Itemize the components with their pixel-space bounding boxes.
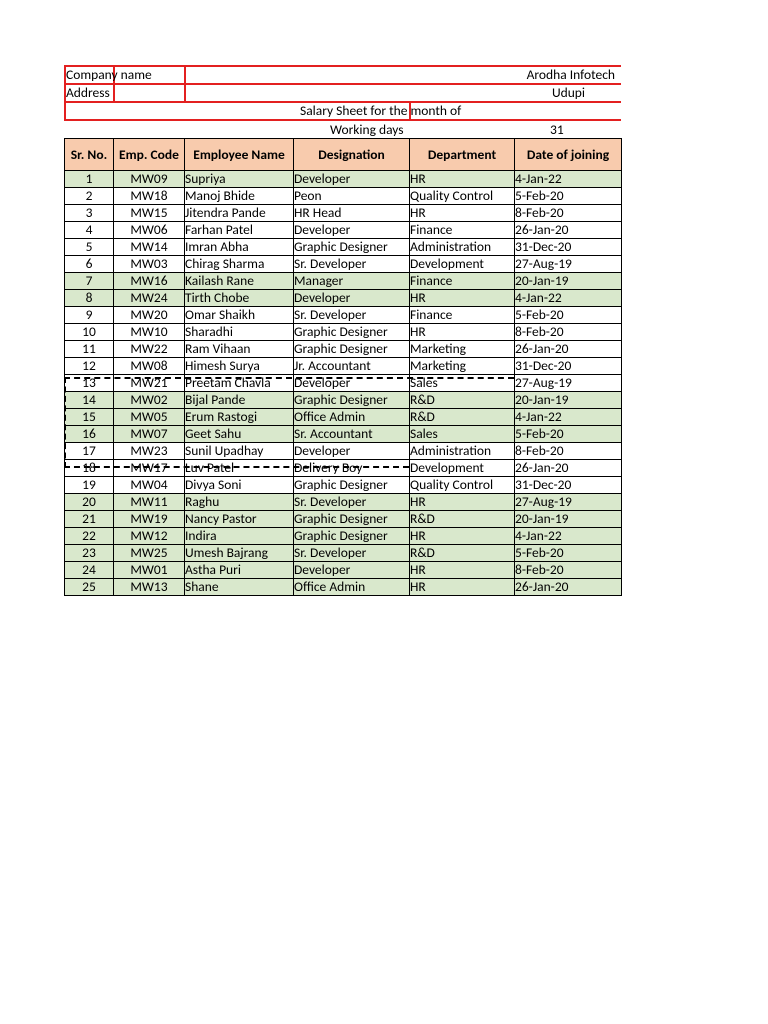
cell-sr-no[interactable]: 11	[65, 341, 114, 358]
cell-designation[interactable]: Delivery Boy	[294, 460, 410, 477]
cell-employee-name[interactable]: Erum Rastogi	[185, 409, 294, 426]
cell-designation[interactable]: Graphic Designer	[294, 528, 410, 545]
cell-emp-code[interactable]: MW09	[114, 171, 185, 188]
cell-designation[interactable]: Office Admin	[294, 579, 410, 596]
working-days-label: Working days	[330, 121, 404, 138]
cell-date-of-joining[interactable]: 4-Jan-22	[515, 290, 622, 307]
cell-department[interactable]: Quality Control	[410, 188, 515, 205]
table-row	[65, 579, 622, 596]
selection-marquee-left	[64, 377, 66, 468]
cell-date-of-joining[interactable]: 27-Aug-19	[515, 256, 622, 273]
cell-sr-no[interactable]: 5	[65, 239, 114, 256]
column-header-sr-no: Sr. No.	[65, 139, 114, 171]
cell-emp-code[interactable]: MW11	[114, 494, 185, 511]
column-header-date-of-joining: Date of joining	[515, 139, 622, 171]
cell-sr-no[interactable]: 16	[65, 426, 114, 443]
cell-sr-no[interactable]: 22	[65, 528, 114, 545]
cell-emp-code[interactable]: MW23	[114, 443, 185, 460]
table-row	[65, 562, 622, 579]
company-name-label: Company name	[66, 66, 152, 83]
table-row	[65, 426, 622, 443]
cell-designation[interactable]: Jr. Accountant	[294, 358, 410, 375]
cell-designation[interactable]: Graphic Designer	[294, 324, 410, 341]
cell-sr-no[interactable]: 19	[65, 477, 114, 494]
cell-sr-no[interactable]: 10	[65, 324, 114, 341]
table-row	[65, 545, 622, 562]
cell-employee-name[interactable]: Umesh Bajrang	[185, 545, 294, 562]
cell-emp-code[interactable]: MW04	[114, 477, 185, 494]
cell-emp-code[interactable]: MW06	[114, 222, 185, 239]
cell-department[interactable]: HR	[410, 205, 515, 222]
cell-employee-name[interactable]: Geet Sahu	[185, 426, 294, 443]
table-row	[65, 188, 622, 205]
cell-employee-name[interactable]: Raghu	[185, 494, 294, 511]
cell-employee-name[interactable]: Farhan Patel	[185, 222, 294, 239]
cell-department[interactable]: Sales	[410, 426, 515, 443]
cell-date-of-joining[interactable]: 5-Feb-20	[515, 545, 622, 562]
cell-emp-code[interactable]: MW13	[114, 579, 185, 596]
cell-designation[interactable]: Office Admin	[294, 409, 410, 426]
cell-department[interactable]: Marketing	[410, 358, 515, 375]
cell-sr-no[interactable]: 3	[65, 205, 114, 222]
cell-designation[interactable]: Sr. Developer	[294, 307, 410, 324]
cell-employee-name[interactable]: Astha Puri	[185, 562, 294, 579]
cell-employee-name[interactable]: Divya Soni	[185, 477, 294, 494]
salary-sheet-title: Salary Sheet for the month of	[300, 102, 462, 119]
cell-designation[interactable]: Developer	[294, 562, 410, 579]
cell-employee-name[interactable]: Manoj Bhide	[185, 188, 294, 205]
cell-emp-code[interactable]: MW18	[114, 188, 185, 205]
cell-department[interactable]: HR	[410, 290, 515, 307]
cell-date-of-joining[interactable]: 26-Jan-20	[515, 460, 622, 477]
column-header-designation: Designation	[294, 139, 410, 171]
cell-emp-code[interactable]: MW12	[114, 528, 185, 545]
cell-sr-no[interactable]: 25	[65, 579, 114, 596]
cell-emp-code[interactable]: MW21	[114, 375, 185, 392]
table-row	[65, 205, 622, 222]
table-row	[65, 222, 622, 239]
cell-designation[interactable]: Peon	[294, 188, 410, 205]
cell-designation[interactable]: Sr. Developer	[294, 256, 410, 273]
cell-date-of-joining[interactable]: 27-Aug-19	[515, 494, 622, 511]
cell-emp-code[interactable]: MW19	[114, 511, 185, 528]
cell-department[interactable]: Marketing	[410, 341, 515, 358]
address-value: Udupi	[551, 84, 585, 101]
cell-sr-no[interactable]: 6	[65, 256, 114, 273]
cell-department[interactable]: HR	[410, 528, 515, 545]
table-row	[65, 528, 622, 545]
cell-sr-no[interactable]: 7	[65, 273, 114, 290]
cell-employee-name[interactable]: Indira	[185, 528, 294, 545]
cell-date-of-joining[interactable]: 8-Feb-20	[515, 443, 622, 460]
cell-designation[interactable]: Graphic Designer	[294, 511, 410, 528]
cell-date-of-joining[interactable]: 4-Jan-22	[515, 528, 622, 545]
cell-employee-name[interactable]: Shane	[185, 579, 294, 596]
cell-department[interactable]: Development	[410, 256, 515, 273]
cell-employee-name[interactable]: Bijal Pande	[185, 392, 294, 409]
cell-designation[interactable]: Manager	[294, 273, 410, 290]
table-row	[65, 477, 622, 494]
cell-sr-no[interactable]: 4	[65, 222, 114, 239]
cell-sr-no[interactable]: 14	[65, 392, 114, 409]
cell-department[interactable]: HR	[410, 324, 515, 341]
cell-date-of-joining[interactable]: 5-Feb-20	[515, 426, 622, 443]
cell-employee-name[interactable]: Nancy Pastor	[185, 511, 294, 528]
cell-employee-name[interactable]: Himesh Surya	[185, 358, 294, 375]
table-row	[65, 307, 622, 324]
cell-department[interactable]: HR	[410, 171, 515, 188]
table-row	[65, 324, 622, 341]
cell-designation[interactable]: Sr. Developer	[294, 545, 410, 562]
cell-department[interactable]: Finance	[410, 307, 515, 324]
cell-designation[interactable]: Developer	[294, 222, 410, 239]
cell-date-of-joining[interactable]: 8-Feb-20	[515, 205, 622, 222]
table-row	[65, 358, 622, 375]
cell-date-of-joining[interactable]: 5-Feb-20	[515, 307, 622, 324]
cell-employee-name[interactable]: Kailash Rane	[185, 273, 294, 290]
cell-department[interactable]: R&D	[410, 392, 515, 409]
cell-department[interactable]: R&D	[410, 409, 515, 426]
cell-employee-name[interactable]: Sunil Upadhay	[185, 443, 294, 460]
cell-emp-code[interactable]: MW16	[114, 273, 185, 290]
cell-department[interactable]: Administration	[410, 239, 515, 256]
table-row	[65, 443, 622, 460]
cell-department[interactable]: HR	[410, 562, 515, 579]
cell-sr-no[interactable]: 12	[65, 358, 114, 375]
cell-date-of-joining[interactable]: 26-Jan-20	[515, 341, 622, 358]
cell-emp-code[interactable]: MW03	[114, 256, 185, 273]
cell-department[interactable]: HR	[410, 494, 515, 511]
salary-sheet	[64, 65, 621, 596]
cell-department[interactable]: Finance	[410, 222, 515, 239]
cell-date-of-joining[interactable]: 26-Jan-20	[515, 222, 622, 239]
cell-sr-no[interactable]: 2	[65, 188, 114, 205]
address-label: Address	[66, 84, 110, 101]
table-row	[65, 494, 622, 511]
cell-date-of-joining[interactable]: 31-Dec-20	[515, 477, 622, 494]
cell-emp-code[interactable]: MW07	[114, 426, 185, 443]
cell-department[interactable]: Administration	[410, 443, 515, 460]
cell-designation[interactable]: Graphic Designer	[294, 239, 410, 256]
table-row	[65, 273, 622, 290]
cell-employee-name[interactable]: Supriya	[185, 171, 294, 188]
cell-date-of-joining[interactable]: 4-Jan-22	[515, 171, 622, 188]
cell-emp-code[interactable]: MW25	[114, 545, 185, 562]
cell-sr-no[interactable]: 20	[65, 494, 114, 511]
cell-employee-name[interactable]: Jitendra Pande	[185, 205, 294, 222]
table-row	[65, 511, 622, 528]
cell-date-of-joining[interactable]: 27-Aug-19	[515, 375, 622, 392]
cell-designation[interactable]: Developer	[294, 171, 410, 188]
cell-sr-no[interactable]: 24	[65, 562, 114, 579]
company-name-value: Arodha Infotech	[526, 66, 615, 83]
cell-sr-no[interactable]: 17	[65, 443, 114, 460]
cell-sr-no[interactable]: 18	[65, 460, 114, 477]
column-header-emp-code: Emp. Code	[114, 139, 185, 171]
cell-designation[interactable]: Developer	[294, 443, 410, 460]
cell-employee-name[interactable]: Chirag Sharma	[185, 256, 294, 273]
table-row	[65, 409, 622, 426]
cell-designation[interactable]: Developer	[294, 290, 410, 307]
cell-date-of-joining[interactable]: 4-Jan-22	[515, 409, 622, 426]
table-header-row	[65, 139, 622, 171]
cell-designation[interactable]: Graphic Designer	[294, 341, 410, 358]
table-row	[65, 341, 622, 358]
cell-sr-no[interactable]: 8	[65, 290, 114, 307]
cell-date-of-joining[interactable]: 8-Feb-20	[515, 562, 622, 579]
cell-employee-name[interactable]: Luv Patel	[185, 460, 294, 477]
cell-emp-code[interactable]: MW22	[114, 341, 185, 358]
cell-department[interactable]: R&D	[410, 511, 515, 528]
cell-department[interactable]: R&D	[410, 545, 515, 562]
cell-employee-name[interactable]: Omar Shaikh	[185, 307, 294, 324]
cell-employee-name[interactable]: Tirth Chobe	[185, 290, 294, 307]
cell-sr-no[interactable]: 23	[65, 545, 114, 562]
cell-emp-code[interactable]: MW02	[114, 392, 185, 409]
cell-date-of-joining[interactable]: 31-Dec-20	[515, 239, 622, 256]
cell-department[interactable]: HR	[410, 579, 515, 596]
cell-emp-code[interactable]: MW15	[114, 205, 185, 222]
selection-marquee-top	[64, 377, 514, 379]
cell-employee-name[interactable]: Sharadhi	[185, 324, 294, 341]
cell-date-of-joining[interactable]: 8-Feb-20	[515, 324, 622, 341]
cell-designation[interactable]: Graphic Designer	[294, 392, 410, 409]
cell-sr-no[interactable]: 15	[65, 409, 114, 426]
cell-sr-no[interactable]: 21	[65, 511, 114, 528]
column-header-department: Department	[410, 139, 515, 171]
cell-department[interactable]: Quality Control	[410, 477, 515, 494]
working-days-value: 31	[550, 121, 564, 138]
cell-emp-code[interactable]: MW24	[114, 290, 185, 307]
table-row	[65, 290, 622, 307]
selection-marquee-bottom	[64, 466, 409, 468]
cell-sr-no[interactable]: 13	[65, 375, 114, 392]
cell-emp-code[interactable]: MW17	[114, 460, 185, 477]
table-row	[65, 171, 622, 188]
cell-sr-no[interactable]: 1	[65, 171, 114, 188]
cell-designation[interactable]: Graphic Designer	[294, 477, 410, 494]
cell-designation[interactable]: Developer	[294, 375, 410, 392]
cell-employee-name[interactable]: Preetam Chavla	[185, 375, 294, 392]
cell-date-of-joining[interactable]: 20-Jan-19	[515, 392, 622, 409]
cell-emp-code[interactable]: MW08	[114, 358, 185, 375]
cell-date-of-joining[interactable]: 20-Jan-19	[515, 273, 622, 290]
cell-date-of-joining[interactable]: 5-Feb-20	[515, 188, 622, 205]
sheet-header	[64, 65, 621, 138]
table-row	[65, 239, 622, 256]
cell-emp-code[interactable]: MW01	[114, 562, 185, 579]
table-row	[65, 460, 622, 477]
table-row	[65, 256, 622, 273]
table-row	[65, 392, 622, 409]
cell-department[interactable]: Finance	[410, 273, 515, 290]
cell-date-of-joining[interactable]: 31-Dec-20	[515, 358, 622, 375]
employee-table	[64, 138, 622, 596]
cell-emp-code[interactable]: MW05	[114, 409, 185, 426]
cell-designation[interactable]: Sr. Accountant	[294, 426, 410, 443]
cell-date-of-joining[interactable]: 26-Jan-20	[515, 579, 622, 596]
cell-department[interactable]: Development	[410, 460, 515, 477]
cell-sr-no[interactable]: 9	[65, 307, 114, 324]
cell-date-of-joining[interactable]: 20-Jan-19	[515, 511, 622, 528]
column-header-employee-name: Employee Name	[185, 139, 294, 171]
cell-employee-name[interactable]: Ram Vihaan	[185, 341, 294, 358]
cell-emp-code[interactable]: MW14	[114, 239, 185, 256]
cell-employee-name[interactable]: Imran Abha	[185, 239, 294, 256]
cell-emp-code[interactable]: MW20	[114, 307, 185, 324]
cell-department[interactable]: Sales	[410, 375, 515, 392]
cell-designation[interactable]: Sr. Developer	[294, 494, 410, 511]
cell-emp-code[interactable]: MW10	[114, 324, 185, 341]
cell-designation[interactable]: HR Head	[294, 205, 410, 222]
